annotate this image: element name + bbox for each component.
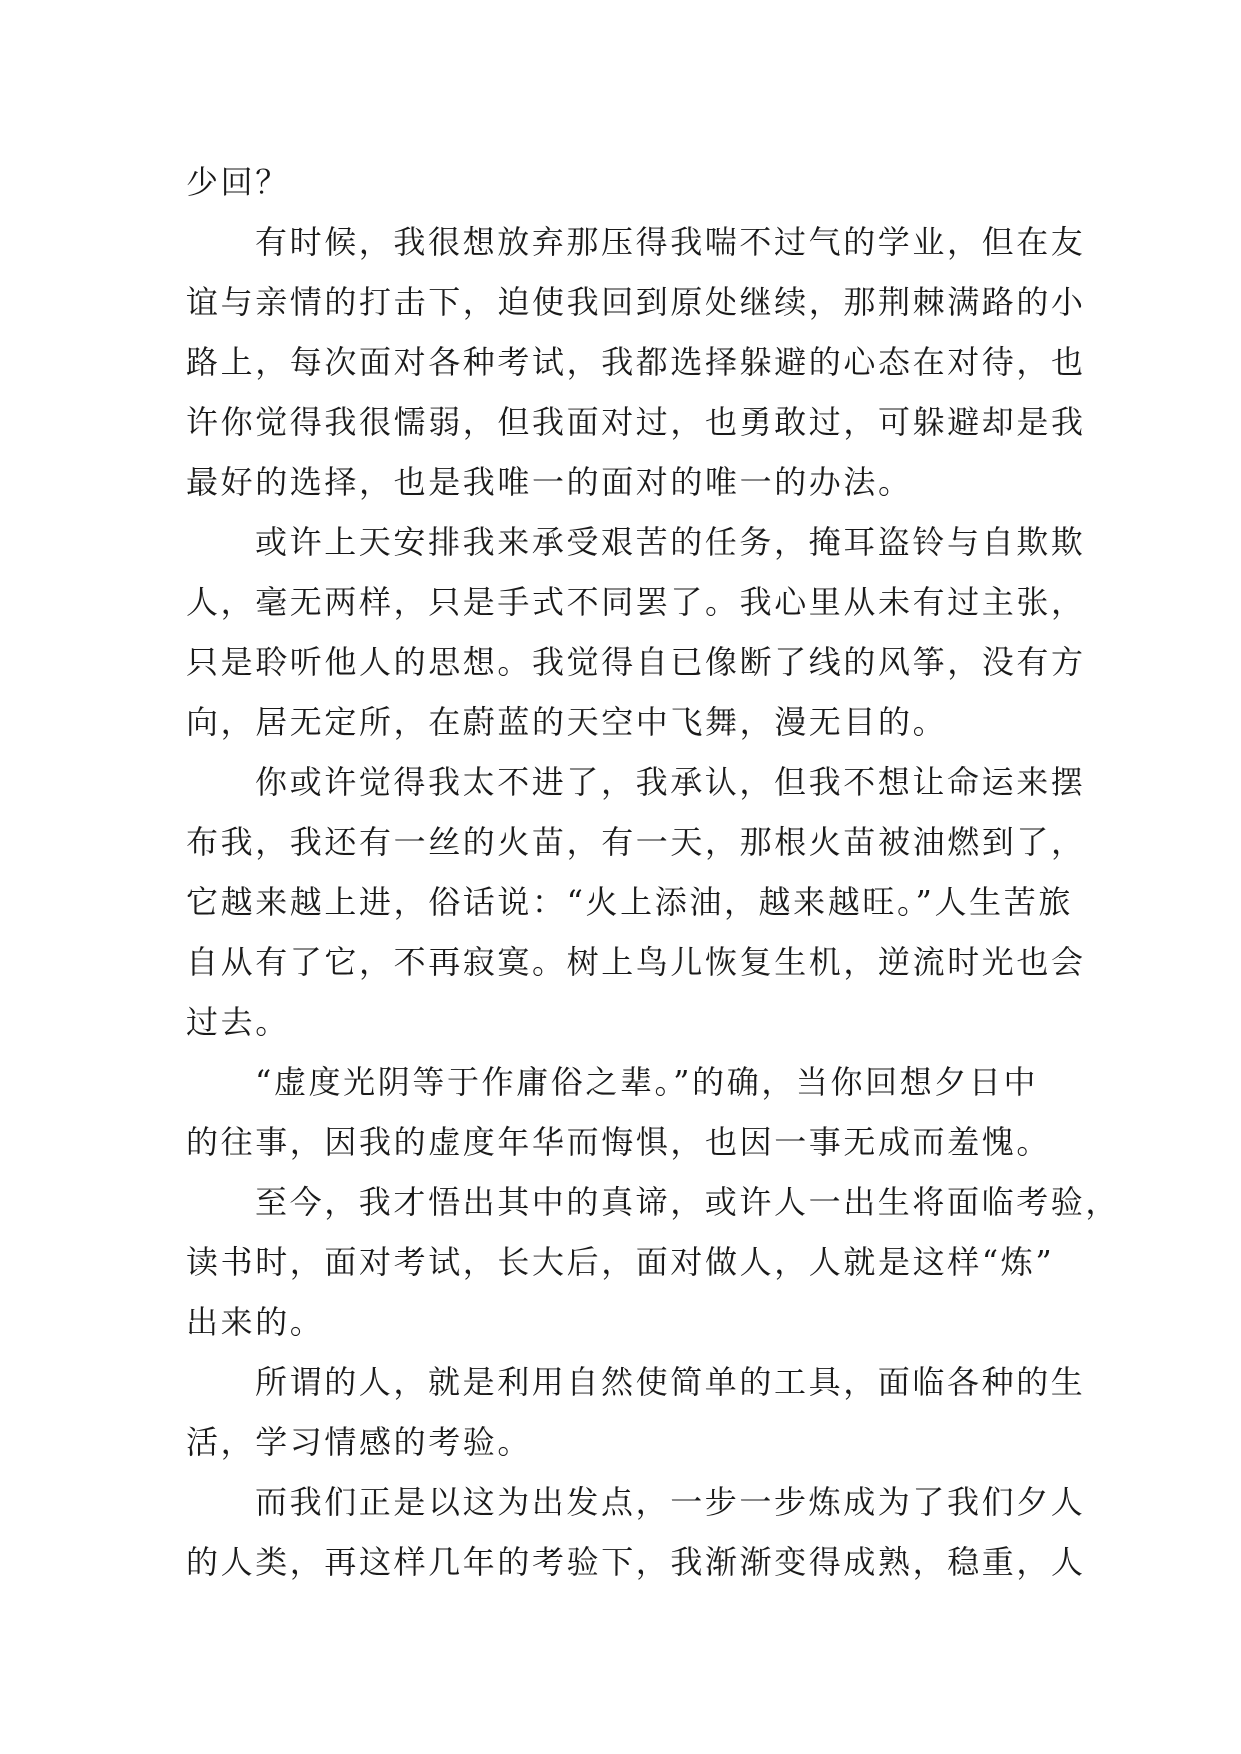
paragraph-first-line: “虚度光阴等于作庸俗之辈。”的确，当你回想夕日中 [255, 1063, 1039, 1101]
text-line: 路上，每次面对各种考试，我都选择躲避的心态在对待，也 [186, 343, 1086, 381]
text-line: 许你觉得我很懦弱，但我面对过，也勇敢过，可躲避却是我 [186, 403, 1086, 441]
text-line: 向，居无定所，在蔚蓝的天空中飞舞，漫无目的。 [186, 703, 948, 741]
paragraph-first-line: 或许上天安排我来承受艰苦的任务，掩耳盗铃与自欺欺 [255, 523, 1086, 561]
text-line: 布我，我还有一丝的火苗，有一天，那根火苗被油燃到了， [186, 823, 1086, 861]
text-line: 的人类，再这样几年的考验下，我渐渐变得成熟，稳重，人 [186, 1543, 1086, 1581]
text-line: 只是聆听他人的思想。我觉得自已像断了线的风筝，没有方 [186, 643, 1086, 681]
paragraph-first-line: 而我们正是以这为出发点，一步一步炼成为了我们夕人 [255, 1483, 1086, 1521]
text-line: 谊与亲情的打击下，迫使我回到原处继续，那荆棘满路的小 [186, 283, 1086, 321]
text-line: 它越来越上进，俗话说：“火上添油，越来越旺。”人生苦旅 [186, 883, 1073, 921]
text-line: 人，毫无两样，只是手式不同罢了。我心里从未有过主张， [186, 583, 1086, 621]
text-line: 读书时，面对考试，长大后，面对做人，人就是这样“炼” [186, 1243, 1055, 1281]
paragraph-first-line: 至今，我才悟出其中的真谛，或许人一出生将面临考验， [255, 1183, 1121, 1221]
paragraph-first-line: 你或许觉得我太不进了，我承认，但我不想让命运来摆 [255, 763, 1086, 801]
text-line: 出来的。 [186, 1303, 325, 1341]
text-line: 少回？ [186, 163, 290, 201]
text-line: 的往事，因我的虚度年华而悔惧，也因一事无成而羞愧。 [186, 1123, 1052, 1161]
text-line: 最好的选择，也是我唯一的面对的唯一的办法。 [186, 463, 913, 501]
paragraph-first-line: 有时候，我很想放弃那压得我喘不过气的学业，但在友 [255, 223, 1086, 261]
paragraph-first-line: 所谓的人，就是利用自然使简单的工具，面临各种的生 [255, 1363, 1086, 1401]
text-line: 过去。 [186, 1003, 290, 1041]
text-line: 自从有了它，不再寂寞。树上鸟儿恢复生机，逆流时光也会 [186, 943, 1086, 981]
text-line: 活，学习情感的考验。 [186, 1423, 533, 1461]
